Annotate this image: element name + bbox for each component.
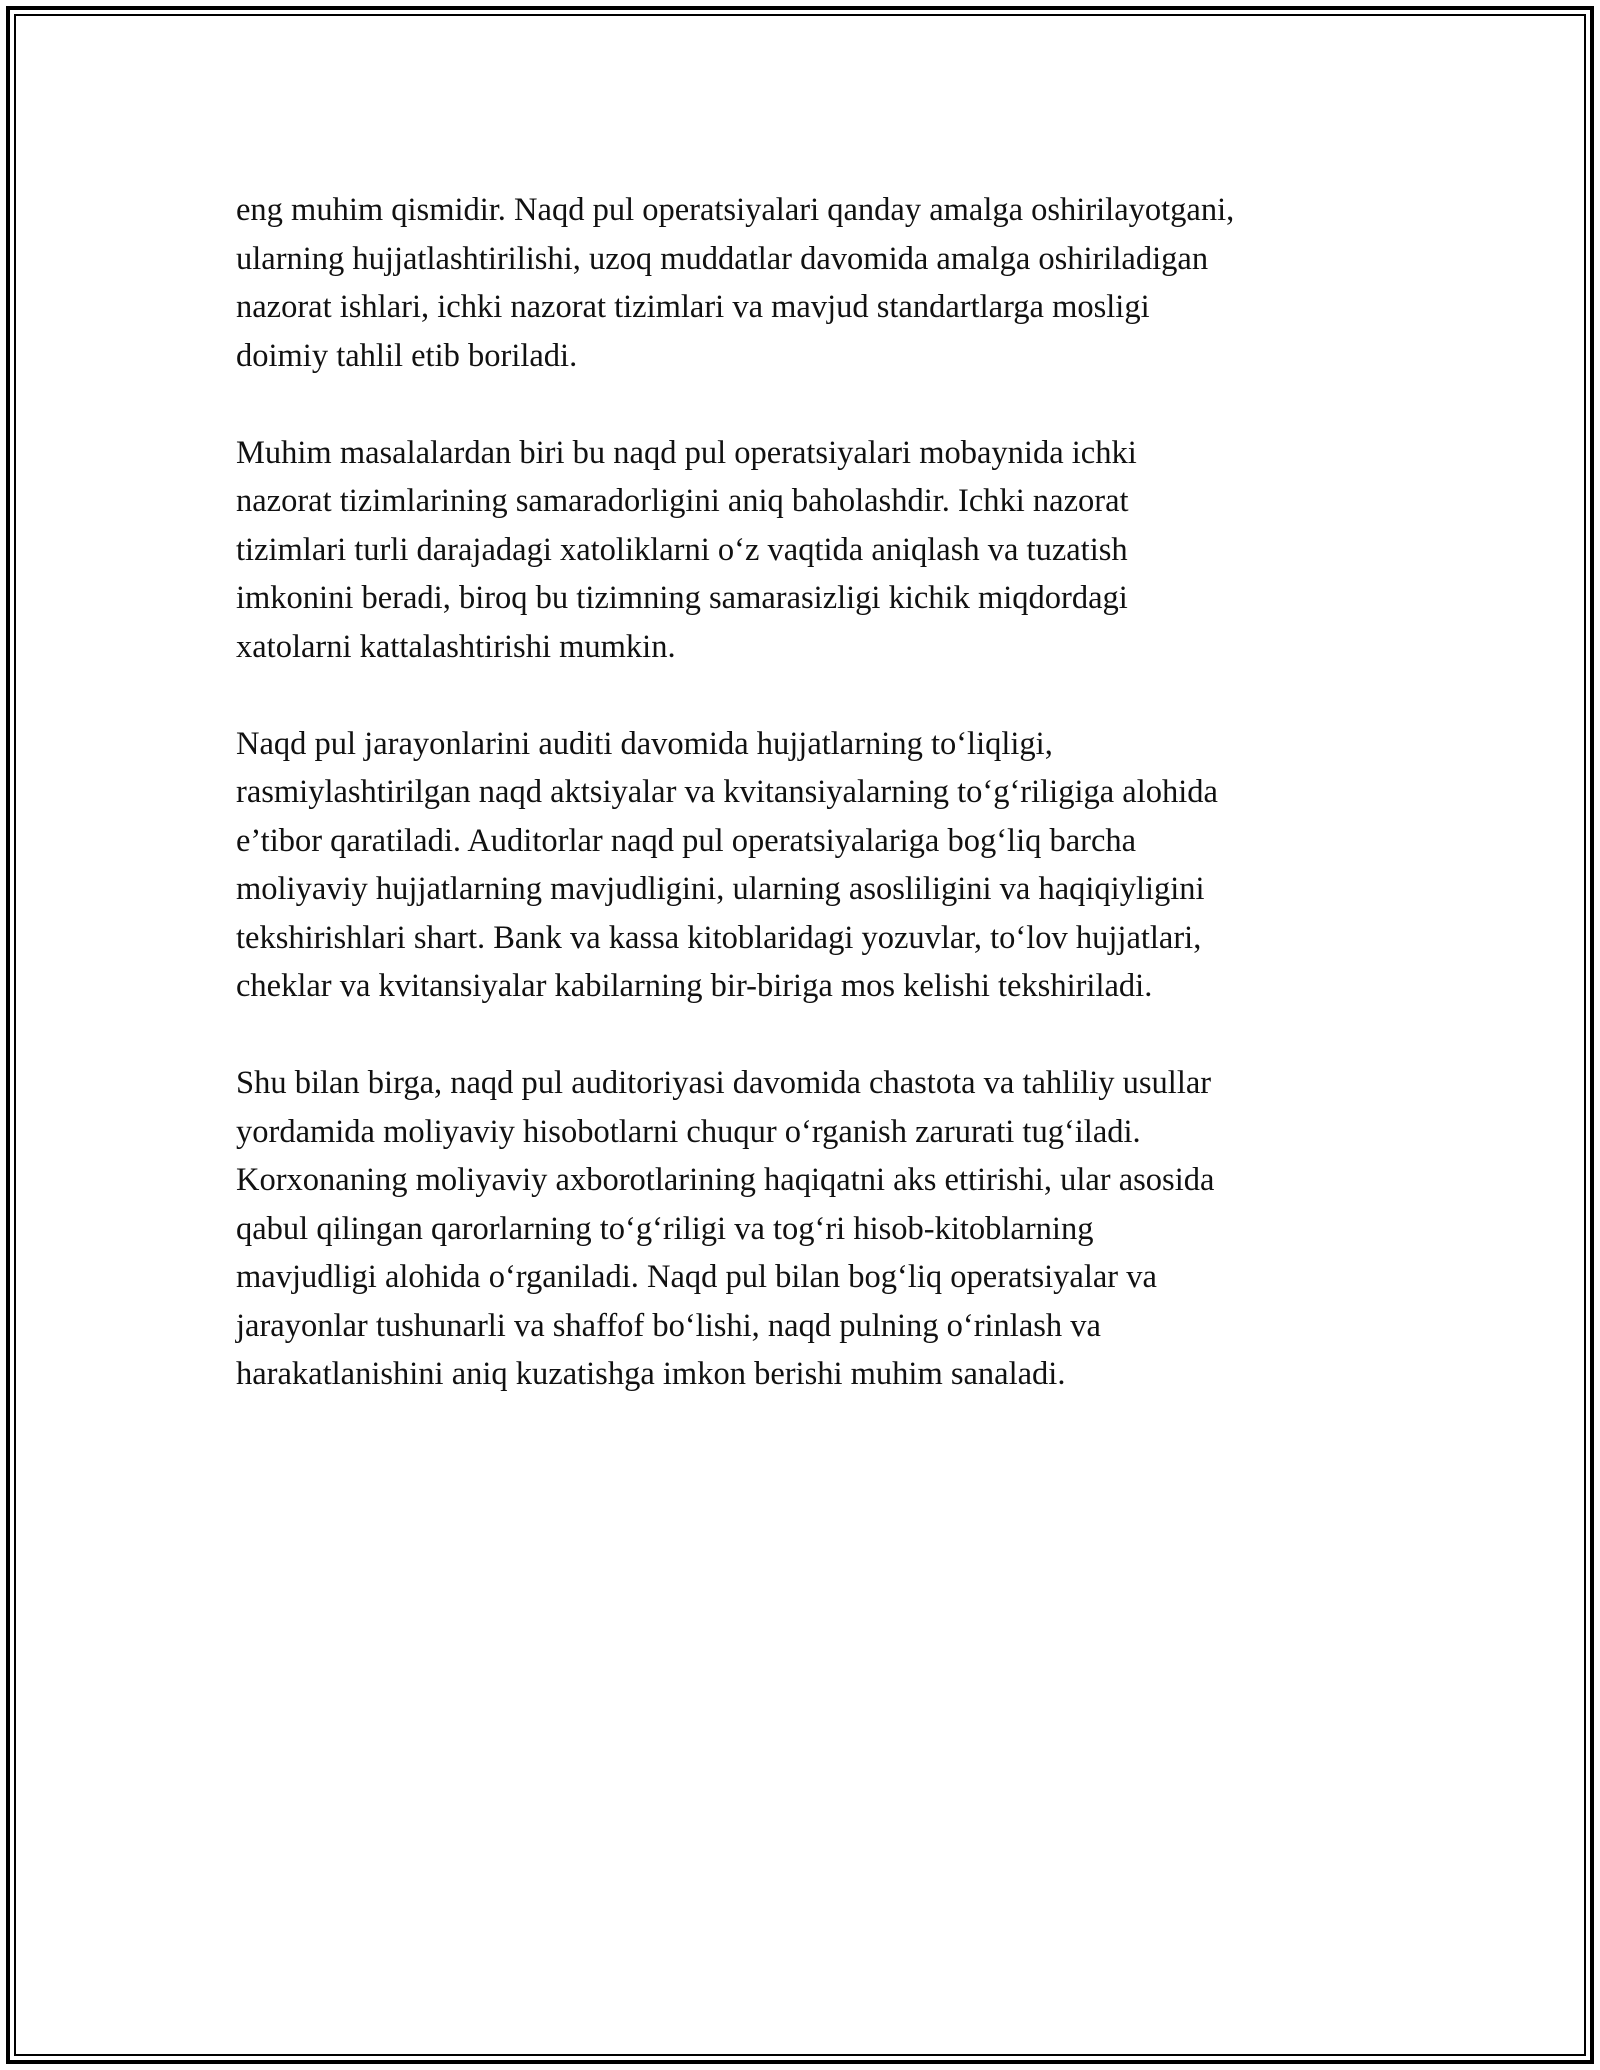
- paragraph-3: Naqd pul jarayonlarini auditi davomida hujjatlarning to‘liqligi, rasmiylashtirilgan naqd aktsiyalar va kvitansiyalarning to‘g‘riligiga alohida e’tibor qaratiladi. Auditorlar naqd pul operatsiyalariga bog‘liq barcha moliyaviy hujjatlarning mavjudligini, ularning asosliligini va haqiqiyligini tekshirishlari shart. Bank va kassa kitoblaridagi yozuvlar, to‘lov hujjatlari, cheklar va kvitansiyalar kabilarning bir-biriga mos kelishi tekshiriladi.: [236, 725, 1218, 1004]
- paragraph-4: Shu bilan birga, naqd pul auditoriyasi davomida chastota va tahliliy usullar yordamida moliyaviy hisobotlarni chuqur o‘rganish zarurati tug‘iladi. Korxonaning moliyaviy axborotlarining haqiqatni aks ettirishi, ular asosida qabul qilingan qarorlarning to‘g‘riligi va tog‘ri hisob-kitoblarning mavjudligi alohida o‘rganiladi. Naqd pul bilan bog‘liq operatsiyalar va jarayonlar tushunarli va shaffof bo‘lishi, naqd pulning o‘rinlash va harakatlanishini aniq kuzatishga imkon berishi muhim sanaladi.: [236, 1065, 1215, 1392]
- document-body: [236, 186, 1376, 1447]
- paragraph-1: eng muhim qismidir. Naqd pul operatsiyalari qanday amalga oshirilayotgani, ularning hujjatlashtirilishi, uzoq muddatlar davomida amalga oshiriladigan nazorat ishlari, ichki nazorat tizimlari va mavjud standartlarga mosligi doimiy tahlil etib boriladi.: [236, 192, 1235, 374]
- paragraph-2: Muhim masalalardan biri bu naqd pul operatsiyalari mobaynida ichki nazorat tizimlarining samaradorligini aniq baholashdir. Ichki nazorat tizimlari turli darajadagi xatoliklarni o‘z vaqtida aniqlash va tuzatish imkonini beradi, biroq bu tizimning samarasizligi kichik miqdordagi xatolarni kattalashtirishi mumkin.: [236, 434, 1137, 665]
